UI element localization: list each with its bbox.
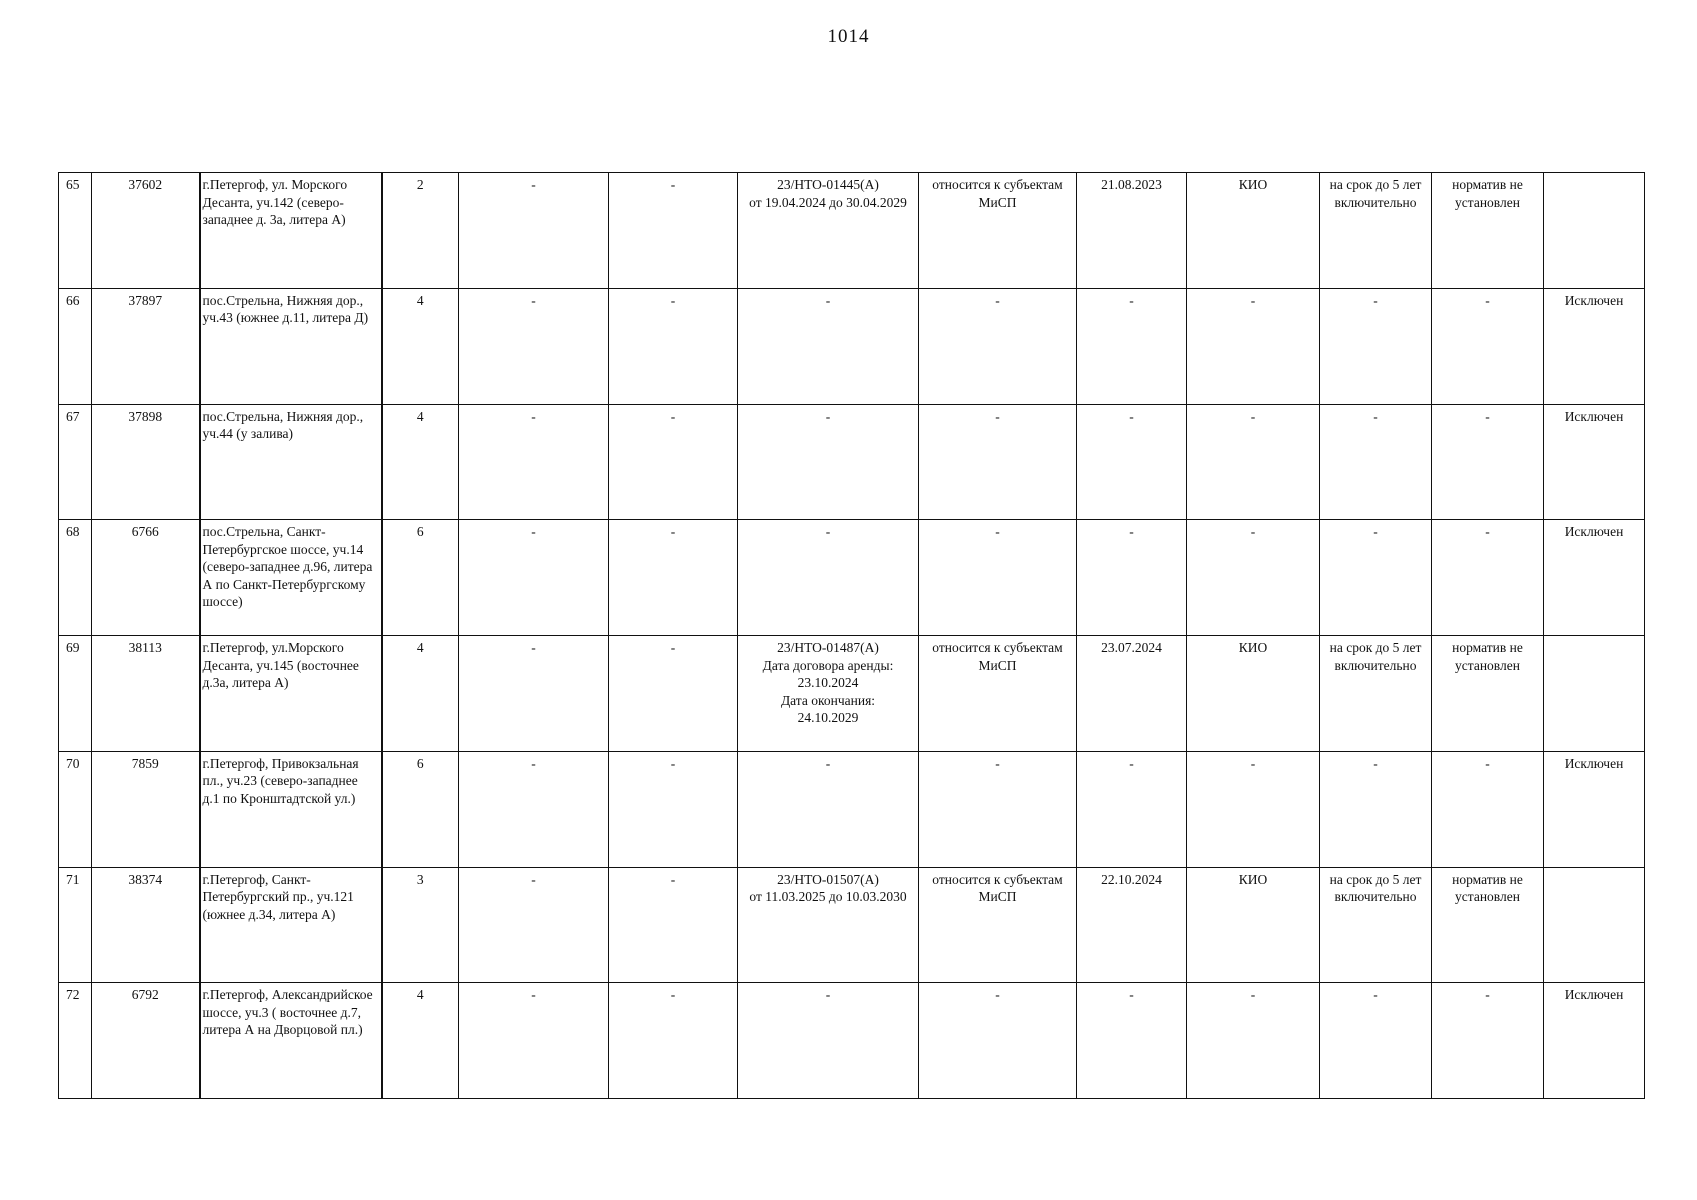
area-cell: 6 xyxy=(382,520,459,636)
term-cell: - xyxy=(1320,520,1432,636)
term-cell: - xyxy=(1320,983,1432,1099)
column-5-cell: - xyxy=(459,404,609,520)
smsp-cell: относится к субъектам МиСП xyxy=(919,636,1077,752)
norm-cell: - xyxy=(1432,751,1544,867)
term-cell: на срок до 5 лет включительно xyxy=(1320,636,1432,752)
registry-table xyxy=(58,172,1645,1099)
column-5-cell: - xyxy=(459,173,609,289)
object-id-cell: 7859 xyxy=(92,751,200,867)
row-number-cell: 66 xyxy=(59,288,92,404)
object-id-cell: 6766 xyxy=(92,520,200,636)
status-cell: Исключен xyxy=(1544,288,1645,404)
column-5-cell: - xyxy=(459,636,609,752)
term-cell: на срок до 5 лет включительно xyxy=(1320,867,1432,983)
lease-line: Дата окончания: xyxy=(780,692,876,708)
table-row xyxy=(59,288,1645,404)
lease-contract-cell xyxy=(738,636,919,752)
lease-line: от 19.04.2024 до 30.04.2029 xyxy=(749,194,907,210)
term-cell: - xyxy=(1320,751,1432,867)
date-cell: - xyxy=(1077,520,1187,636)
table-row xyxy=(59,867,1645,983)
smsp-cell: - xyxy=(919,404,1077,520)
organization-cell: - xyxy=(1187,404,1320,520)
lease-contract-cell xyxy=(738,867,919,983)
area-cell: 6 xyxy=(382,751,459,867)
norm-cell: норматив не установлен xyxy=(1432,867,1544,983)
lease-line: - xyxy=(825,292,831,308)
address-cell: г.Петергоф, ул. Морского Десанта, уч.142 (северо-западнее д. 3а, литера А) xyxy=(200,173,382,289)
object-id-cell: 6792 xyxy=(92,983,200,1099)
smsp-cell: - xyxy=(919,288,1077,404)
date-cell: - xyxy=(1077,983,1187,1099)
lease-line: Дата договора аренды: xyxy=(762,657,894,673)
address-cell: г.Петергоф, Привокзальная пл., уч.23 (северо-западнее д.1 по Кронштадтской ул.) xyxy=(200,751,382,867)
term-cell: на срок до 5 лет включительно xyxy=(1320,173,1432,289)
organization-cell: - xyxy=(1187,520,1320,636)
object-id-cell: 37898 xyxy=(92,404,200,520)
organization-cell: КИО xyxy=(1187,636,1320,752)
status-cell xyxy=(1544,173,1645,289)
row-number-cell: 67 xyxy=(59,404,92,520)
table-body xyxy=(59,173,1645,1099)
address-cell: пос.Стрельна, Санкт-Петербургское шоссе, уч.14 (северо-западнее д.96, литера А по Санкт-Петербургскому шоссе) xyxy=(200,520,382,636)
lease-line: - xyxy=(825,408,831,424)
lease-contract-cell xyxy=(738,404,919,520)
column-5-cell: - xyxy=(459,751,609,867)
lease-contract-cell xyxy=(738,751,919,867)
date-cell: 23.07.2024 xyxy=(1077,636,1187,752)
organization-cell: КИО xyxy=(1187,867,1320,983)
area-cell: 3 xyxy=(382,867,459,983)
organization-cell: КИО xyxy=(1187,173,1320,289)
column-5-cell: - xyxy=(459,520,609,636)
column-6-cell: - xyxy=(609,636,738,752)
term-cell: - xyxy=(1320,404,1432,520)
row-number-cell: 65 xyxy=(59,173,92,289)
lease-contract-cell xyxy=(738,983,919,1099)
column-6-cell: - xyxy=(609,288,738,404)
lease-contract-cell xyxy=(738,520,919,636)
date-cell: - xyxy=(1077,288,1187,404)
row-number-cell: 69 xyxy=(59,636,92,752)
object-id-cell: 37602 xyxy=(92,173,200,289)
table-row xyxy=(59,520,1645,636)
date-cell: 22.10.2024 xyxy=(1077,867,1187,983)
status-cell: Исключен xyxy=(1544,404,1645,520)
lease-line: 24.10.2029 xyxy=(797,710,859,725)
row-number-cell: 71 xyxy=(59,867,92,983)
object-id-cell: 38374 xyxy=(92,867,200,983)
lease-contract-cell xyxy=(738,173,919,289)
status-cell: Исключен xyxy=(1544,983,1645,1099)
lease-line: от 11.03.2025 до 10.03.2030 xyxy=(749,889,907,904)
status-cell xyxy=(1544,867,1645,983)
area-cell: 4 xyxy=(382,288,459,404)
norm-cell: - xyxy=(1432,404,1544,520)
norm-cell: - xyxy=(1432,520,1544,636)
table-row xyxy=(59,636,1645,752)
table-row xyxy=(59,173,1645,289)
date-cell: - xyxy=(1077,404,1187,520)
smsp-cell: - xyxy=(919,520,1077,636)
column-5-cell: - xyxy=(459,288,609,404)
lease-line: - xyxy=(825,755,831,771)
address-cell: пос.Стрельна, Нижняя дор., уч.43 (южнее д.11, литера Д) xyxy=(200,288,382,404)
lease-line: 23.10.2024 xyxy=(797,675,859,690)
column-6-cell: - xyxy=(609,867,738,983)
norm-cell: норматив не установлен xyxy=(1432,636,1544,752)
column-6-cell: - xyxy=(609,520,738,636)
address-cell: г.Петергоф, Санкт-Петербургский пр., уч.121 (южнее д.34, литера А) xyxy=(200,867,382,983)
row-number-cell: 68 xyxy=(59,520,92,636)
organization-cell: - xyxy=(1187,983,1320,1099)
smsp-cell: - xyxy=(919,751,1077,867)
address-cell: пос.Стрельна, Нижняя дор., уч.44 (у залива) xyxy=(200,404,382,520)
status-cell: Исключен xyxy=(1544,751,1645,867)
address-cell: г.Петергоф, Александрийское шоссе, уч.3 ( восточнее д.7, литера А на Дворцовой пл.) xyxy=(200,983,382,1099)
date-cell: - xyxy=(1077,751,1187,867)
lease-line: 23/НТО-01507(А) xyxy=(777,871,879,887)
area-cell: 2 xyxy=(382,173,459,289)
object-id-cell: 38113 xyxy=(92,636,200,752)
area-cell: 4 xyxy=(382,983,459,1099)
table-row xyxy=(59,751,1645,867)
column-5-cell: - xyxy=(459,867,609,983)
area-cell: 4 xyxy=(382,404,459,520)
smsp-cell: - xyxy=(919,983,1077,1099)
column-6-cell: - xyxy=(609,173,738,289)
row-number-cell: 70 xyxy=(59,751,92,867)
column-6-cell: - xyxy=(609,404,738,520)
row-number-cell: 72 xyxy=(59,983,92,1099)
column-6-cell: - xyxy=(609,983,738,1099)
status-cell xyxy=(1544,636,1645,752)
area-cell: 4 xyxy=(382,636,459,752)
term-cell: - xyxy=(1320,288,1432,404)
norm-cell: - xyxy=(1432,288,1544,404)
organization-cell: - xyxy=(1187,751,1320,867)
column-6-cell: - xyxy=(609,751,738,867)
table-row xyxy=(59,983,1645,1099)
status-cell: Исключен xyxy=(1544,520,1645,636)
page-number: 1014 xyxy=(827,26,870,47)
date-cell: 21.08.2023 xyxy=(1077,173,1187,289)
norm-cell: - xyxy=(1432,983,1544,1099)
address-cell: г.Петергоф, ул.Морского Десанта, уч.145 (восточнее д.3а, литера А) xyxy=(200,636,382,752)
lease-line: - xyxy=(825,987,831,1003)
lease-line: 23/НТО-01487(А) xyxy=(777,640,879,655)
smsp-cell: относится к субъектам МиСП xyxy=(919,173,1077,289)
column-5-cell: - xyxy=(459,983,609,1099)
lease-line: - xyxy=(825,524,831,540)
norm-cell: норматив не установлен xyxy=(1432,173,1544,289)
organization-cell: - xyxy=(1187,288,1320,404)
object-id-cell: 37897 xyxy=(92,288,200,404)
lease-contract-cell xyxy=(738,288,919,404)
lease-line: 23/НТО-01445(А) xyxy=(777,177,879,192)
table-row xyxy=(59,404,1645,520)
smsp-cell: относится к субъектам МиСП xyxy=(919,867,1077,983)
